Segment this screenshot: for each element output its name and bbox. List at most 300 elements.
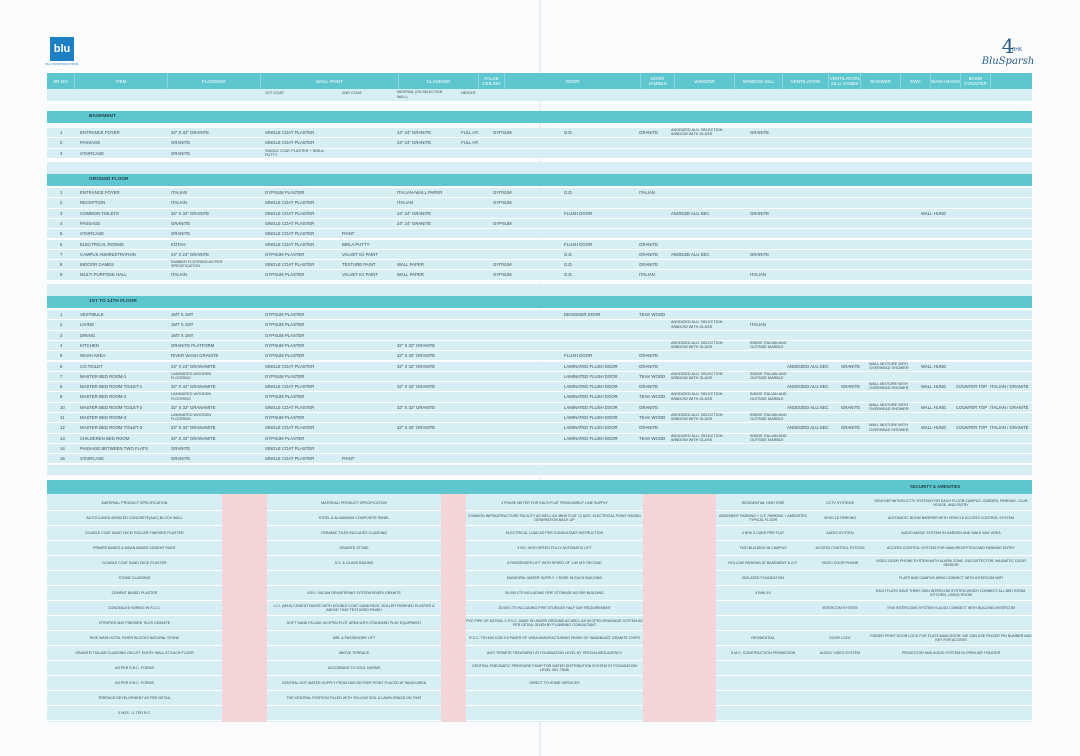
table-cell: LAMINATED FLUSH DOOR (564, 425, 618, 431)
table-cell: GRANITE (639, 353, 659, 359)
table-cell: DINING (80, 332, 96, 338)
table-cell: WALL MIXTURE WITH OVERHEAD SHOWER (869, 361, 909, 370)
table-cell: SINGLE COAT PLASTER (265, 456, 315, 462)
table-cell: ITALIAN (750, 322, 766, 328)
table-cell: 13 (60, 435, 65, 441)
header-cell: DOOR JAMBES (641, 73, 675, 89)
table-cell: GYPSUM PLASTER (265, 342, 305, 348)
table-cell: MASTER BED ROOM TOILET-2 (80, 404, 143, 410)
spec-cell (870, 616, 1032, 631)
table-cell: WASH AREA (80, 353, 106, 359)
table-cell: 32" X 32" GRANITE (397, 363, 436, 369)
table-cell: GRANITE (841, 363, 861, 369)
table-cell: 2 (60, 140, 63, 146)
spec-cell: MATERIAL/ PRODUCT SPECIFICATION (47, 496, 222, 511)
table-cell: 6 (60, 363, 63, 369)
table-cell: CO.TOILET (80, 363, 103, 369)
spec-cell: ABOVE TERRACE (267, 646, 441, 661)
table-cell: GYPSUM PLASTER (265, 415, 305, 420)
spec-cell: ACCORDING TO GSCL NORMS (267, 661, 441, 676)
spec-cell: INTERCOM SYSTEM (810, 601, 870, 616)
header-cell: FALSE CEILING (479, 73, 505, 89)
spec-cell: CONCEALED WIRING IN R.C.C. (47, 601, 222, 616)
table-cell: 32" X 32" GRANITE (397, 384, 436, 390)
spec-cell: VITRIFIED MAT FINISHED TILES GRANITE (47, 616, 222, 631)
table-cell: PAINT (342, 456, 355, 462)
table-cell: SINGLE COAT PLASTER (265, 241, 315, 247)
table-row (47, 454, 1032, 464)
table-cell: INSIDE ITALIAN AND OUTSIDE MARBLE (750, 371, 787, 380)
table-cell: G.D. (564, 262, 573, 268)
header-cell: WALL PAINT (261, 73, 399, 89)
table-cell: 3 (60, 210, 63, 216)
table-cell: TEAK WOOD (639, 373, 666, 379)
spec-cell: PVC PIPE OF ASTRAL C.P.V.C. MAKE IN UNDER GROUND AS WELL AS IN OPEN DRAINAGE SYSTEM AS PER DETAIL GIVEN BY PLUMBING CONSULTANT (466, 616, 643, 631)
table-row (47, 382, 1032, 392)
table-cell: ITALIAN / GRANITE (990, 425, 1029, 431)
table-cell: LAMINATED FLUSH DOOR (564, 415, 618, 420)
spec-cell: MATERIAL/ PRODUCT SPECIFICATION (267, 496, 441, 511)
table-cell: G.D. (564, 190, 573, 195)
table-cell: FLUSH DOOR (564, 353, 593, 359)
table-row (47, 444, 1032, 454)
spec-cell: 3 NOS. / 1 TER R.C. (47, 706, 222, 721)
table-cell: ANODIZED ALU.SEC (787, 384, 829, 390)
table-cell: GRANITE (171, 231, 191, 237)
spec-cell: FINGER PRINT DOOR LOCK FOR FLATS MAIN DOOR. WE CAN USE FINGER PIN NUMBER AND KEY FOR ACCESS (870, 631, 1032, 646)
spec-cell: AUDIO MUSIC SYSTEM IN GARDEN AND WALK WAY AREA (870, 526, 1032, 541)
table-cell: LAMINATED WOODEN FLOORING (171, 371, 212, 380)
spec-cell: MUNICIPAL WATER SUPPLY + BORE IN EACH BUILDING (466, 571, 643, 586)
table-cell: 5 (60, 231, 63, 237)
table-row (47, 362, 1032, 372)
table-cell: LAMINATED FLUSH DOOR (564, 363, 618, 369)
table-cell: G.D. (564, 272, 573, 278)
table-cell: ANODIZED ALU. SELECTION WINDOW WITH GLASS (671, 371, 723, 380)
subheader-height: HEIGHT (461, 90, 477, 95)
table-cell: 32" X 32" GRANAMITE (171, 404, 216, 410)
spec-cell: CEMENT BASED PLASTER (47, 586, 222, 601)
table-cell: GRANITE (171, 220, 191, 226)
section-band (47, 296, 1032, 308)
table-cell: PASSAGE (80, 140, 101, 146)
spec-cell: CENTRAL HOT WATER SUPPLY FROM GAS GEYSER POINT PLACED AT WASH AREA (267, 676, 441, 691)
table-cell: SINGLE COAT PLASTER (265, 200, 315, 206)
table-cell: GYPSUM PLASTER (265, 312, 305, 317)
table-cell: GYPSUM (493, 200, 512, 206)
table-cell: 32" X 32" GRANITE (397, 425, 436, 431)
table-cell: GRANITE (171, 140, 191, 146)
table-cell: WALL MIXTURE WITH OVERHEAD SHOWER (869, 423, 909, 432)
table-cell: ITALIAN (639, 190, 655, 195)
logo-subtitle: BLU CONSTRUCTIONS (45, 62, 79, 66)
spec-cell: EACH FLATS HAVE THEIR OWN INTERCOM SYSTEM WHICH CONNECT ALL BED ROOM, KITCHEN, LIVING ROOM (870, 586, 1032, 601)
table-cell: LAMINATED FLUSH DOOR (564, 404, 618, 410)
spec-cell: MRL & PASSENGER LIFT (267, 631, 441, 646)
spec-cell: ACCESS CONTROL SYSTEM (810, 541, 870, 556)
table-cell: 15 (60, 456, 65, 462)
table-cell: 32" X 32" GRANAMITE (171, 435, 216, 441)
spec-cell: ISOLATED FOUNDATION (716, 571, 810, 586)
table-cell: INDOOR GAMES (80, 262, 114, 268)
table-cell: LAMINATED FLUSH DOOR (564, 373, 618, 379)
table-cell: 24" 24" GRANITE (397, 140, 432, 146)
table-cell: 24" X 24" GRANITE (171, 251, 210, 257)
spec-cell: GRANITE STONE (267, 541, 441, 556)
table-cell: 9 (60, 394, 63, 400)
table-cell: FLUSH DOOR (564, 210, 593, 216)
section-title: 1ST TO 14TH FLOOR (89, 299, 137, 304)
header-cell: SR NO (47, 73, 75, 89)
table-cell: ITALIAN (639, 272, 655, 278)
table-cell: 3 (60, 332, 63, 338)
security-title: SECURITY & AMENITIES (910, 484, 961, 489)
spec-cell: HOLLOW PARKING AT BASEMENT & G.F. (716, 556, 810, 571)
table-cell: INSIDE ITALIAN AND OUTSIDE MARBLE (750, 340, 787, 350)
table-cell: GYPSUM (493, 272, 512, 278)
table-cell: PAINT (342, 231, 355, 237)
table-cell: MASTER BED ROOM-1 (80, 373, 127, 379)
spec-cell (870, 661, 1032, 676)
spec-cell: AUTOCLAVED AERATED CONCRETE(AAC) BLOCK WALL (47, 511, 222, 526)
table-cell: GYPSUM PLASTER (265, 332, 305, 338)
table-cell: GRANITE (171, 445, 191, 451)
header-cell: WASH BASIN (931, 73, 961, 89)
spec-cell: S.S. & GLASS RAILING (267, 556, 441, 571)
spec-cell: SOFT SAND FILLING IN OPEN PLOT AREA WITH STANDARD PLAY EQUIPMENT (267, 616, 441, 631)
logo-text: blu (53, 43, 71, 55)
header-cell: FLOORING (168, 73, 261, 89)
table-cell: 1MT X 1MT (171, 322, 194, 328)
spec-cell (716, 676, 810, 691)
table-cell: INSIDE ITALIAN AND OUTSIDE MARBLE (750, 413, 787, 422)
table-row (47, 198, 1032, 208)
table-cell: LAMINATED WOODEN FLOORING (171, 392, 212, 401)
table-cell: COUNTER TOP (956, 404, 988, 410)
spec-cell: THE CENTRAL PORTION FILLED WITH YELLOW SOIL & LAWN GRASS ON THAT (267, 691, 441, 706)
table-row (47, 310, 1032, 320)
table-cell: SINGLE COAT PLASTER (265, 262, 315, 268)
table-cell: G.D. (564, 130, 573, 135)
table-header (47, 73, 1032, 89)
table-cell: COUNTER TOP (956, 425, 988, 431)
section-title: BASEMENT (89, 114, 116, 119)
spec-cell (466, 691, 643, 706)
spec-cell (870, 691, 1032, 706)
spec-cell (716, 616, 810, 631)
table-cell: 14 (60, 445, 65, 451)
table-cell: TEXTURE PAINT (342, 262, 376, 268)
table-cell: MULTI PURPOSE HALL (80, 272, 127, 278)
spec-cell: R.C.C. TRI MIX DCB 5.5 PAVER OF VARA MANUFACTURING FINISH OF SANDBLAST GRANITE CHIPS (466, 631, 643, 646)
table-cell: ITALIAN / GRANITE (990, 404, 1029, 410)
table-cell: RIVER WASH GRANITE (171, 353, 219, 359)
table-cell: ANODIZED ALU.SEC (787, 404, 829, 410)
table-cell: PASSAGE BETWEEN TWO FLATS (80, 445, 149, 451)
table-row (47, 250, 1032, 260)
spec-column-bg (441, 494, 466, 722)
table-subheader (47, 89, 1032, 101)
table-cell: ANODIZED ALU. SELECTION WINDOW WITH GLASS (671, 128, 723, 137)
table-row (47, 320, 1032, 330)
table-cell: GRANITE (639, 425, 659, 431)
spec-cell: ELECTRICAL LOAD AS PER CONSULTANT INSTRUCTION (466, 526, 643, 541)
table-cell: DESIGNER DOOR (564, 312, 601, 317)
table-cell: GYPSUM (493, 220, 512, 226)
table-cell: 8 (60, 262, 63, 268)
table-cell: ITALIAN (171, 200, 187, 206)
table-cell: WALL HUNG (921, 404, 947, 410)
spec-cell: DOUBLE COAT SAND FACE/ ROLLER FINISHED PLASTER (47, 526, 222, 541)
table-cell: 6 (60, 241, 63, 247)
logo-bhk: BHK (1012, 47, 1023, 53)
table-cell: ANODIZE ALU.SEC (671, 251, 710, 257)
header-cell: DOOR (505, 73, 641, 89)
table-cell: 1 (60, 190, 63, 195)
table-cell: 7 (60, 251, 63, 257)
table-cell: MASTER BED ROOM-2 (80, 394, 127, 400)
header-cell: ITEM (75, 73, 168, 89)
table-cell: ELECTRICAL ROOMS (80, 241, 124, 247)
header-cell: BASIN COUNTER (961, 73, 991, 89)
table-cell: FULL HT. (461, 140, 479, 146)
table-cell: SINGLE COAT PLASTER (265, 130, 315, 135)
spec-cell: AUDIO/ VIDEO SYSTEM (810, 646, 870, 661)
spec-cell (466, 706, 643, 721)
table-cell: KITCHEN (80, 342, 99, 348)
spec-cell: GRANITE/ ITALIAN CLADDING ON LIFT ENTRY WALL AT EACH FLOOR (47, 646, 222, 661)
table-cell: GRANITE (639, 241, 659, 247)
table-cell: MASTER BED ROOM TOILET-3 (80, 425, 143, 431)
table-cell: GYPSUM (493, 190, 512, 195)
table-cell: GRANITE (639, 384, 659, 390)
table-row (47, 149, 1032, 159)
table-row (47, 403, 1032, 413)
spec-cell (810, 586, 870, 601)
spec-cell: ANTI TERMITE TREATMENT AT FOUNDATION LEVEL BY SPECIALISED AGENCY (466, 646, 643, 661)
section-gap (47, 284, 1032, 296)
logo-name: BluSparsh (981, 56, 1035, 67)
table-cell: 32" X 32" GRANITE (171, 210, 210, 216)
table-cell: 1 (60, 312, 63, 317)
table-cell: FULL HT. (461, 130, 479, 135)
table-row (47, 331, 1032, 341)
table-cell: STAIRCASE (80, 231, 105, 237)
logo-number: 4 (1001, 34, 1015, 58)
table-cell: GRANITE (639, 251, 659, 257)
table-cell: 32" X 32" GRANITE (397, 342, 436, 348)
table-row (47, 138, 1032, 148)
table-cell: GRANITE (750, 130, 770, 135)
spec-cell (810, 691, 870, 706)
table-cell: LIVING (80, 322, 95, 328)
table-cell: 32" X 32" GRANAMITE (171, 384, 216, 390)
spec-cell (810, 676, 870, 691)
table-cell: KOTAH (171, 241, 186, 247)
table-cell: SINGLE COAT PLASTER (265, 425, 315, 431)
spec-cell (810, 661, 870, 676)
table-cell: ITALIAN / GRANITE (990, 384, 1029, 390)
subheader-material: MATERIAL (ON SELECTION WALL) (397, 90, 443, 99)
table-cell: SINGLE COAT PLASTER (265, 384, 315, 390)
spec-cell: TERRACE DEVELOPMENT AS PER DETAIL (47, 691, 222, 706)
table-cell: VESTIBULE (80, 312, 104, 317)
spec-cell: AUTOMATIC BOOM BARRIER WITH VEHICLE ACCESS CONTROL SYSTEM (870, 511, 1032, 526)
table-cell: ITALIAN (750, 272, 766, 278)
table-cell: LAMINATED WOODEN FLOORING (171, 413, 212, 422)
table-cell: GYPSUM PLASTER (265, 435, 305, 441)
spec-cell: AS PER R.B.C. FORMS (47, 676, 222, 691)
table-cell: CHILDEREN BED ROOM (80, 435, 130, 441)
spec-cell (716, 706, 810, 721)
header-cell: WINDOW SILL (735, 73, 783, 89)
table-row (47, 188, 1032, 198)
spec-column-bg (643, 494, 716, 722)
table-row (47, 372, 1032, 382)
header-cell: CLADDING (399, 73, 479, 89)
table-cell: SINGLE COAT PLASTER (265, 404, 315, 410)
table-row (47, 423, 1032, 433)
table-cell: SINGLE COAT PLASTER + BIRLA PUTTY (265, 148, 324, 157)
table-cell: GYPSUM PLASTER (265, 272, 305, 278)
blusparsh-logo (978, 36, 1038, 72)
spec-cell: CENTRAL PNEUMATIC PRESSURE PUMP FOR WATER DISTRIBUTION SYSTEM ST FOUNDATION LEVEL ISH. TANK (466, 661, 643, 676)
table-cell: 5 (60, 353, 63, 359)
table-cell: 8 (60, 384, 63, 390)
table-cell: WALL HUNG (921, 363, 947, 369)
table-cell: GRANITE (639, 130, 659, 135)
table-cell: WALL MIXTURE WITH OVERHEAD SHOWER (869, 382, 909, 391)
spec-cell (810, 571, 870, 586)
spec-cell: AS PER R.B.C. FORMS (47, 661, 222, 676)
subheader-coat1: 1ST COAT (265, 90, 285, 95)
table-cell: MASTER BED ROOM TOILET-1 (80, 384, 143, 390)
table-cell: VALVET ICI PAINT (342, 251, 378, 257)
spec-cell: TWO BUILDING IN CAMPUS (716, 541, 810, 556)
blu-logo (50, 37, 74, 61)
spec-cell: STONE CLADDING (47, 571, 222, 586)
table-cell: PASSAGE (80, 220, 101, 226)
spec-cell: CERAMIC TILES INCLUDES CLADDING (267, 526, 441, 541)
table-cell: 4 (60, 220, 63, 226)
table-cell: ENTRANCE FOYER (80, 130, 120, 135)
header-cell: WINDOW (675, 73, 735, 89)
spec-cell: THIS INTERCOMS SYSTEM IS ALSO CONNECT WITH BUILDING INTERCOM (870, 601, 1032, 616)
table-cell: G.D. (564, 251, 573, 257)
table-cell: RECEPTION (80, 200, 106, 206)
table-cell: 1MT X 1MT (171, 332, 194, 338)
spec-cell (267, 706, 441, 721)
table-row (47, 413, 1032, 423)
spec-cell: VEHICLE PARKING (810, 511, 870, 526)
table-cell: GYPSUM PLASTER (265, 190, 305, 195)
table-cell: TEAK WOOD (639, 415, 666, 420)
table-row (47, 351, 1032, 361)
spec-cell: S.M.C. CONSTRUCTION PERMISSION (716, 646, 810, 661)
table-cell: COMMON TOILETS (80, 210, 119, 216)
table-cell: ANODIZED ALU.SEC (787, 425, 829, 431)
table-cell: WALL HUNG (921, 210, 947, 216)
table-row (47, 229, 1032, 239)
table-cell: GYPSUM PLASTER (265, 322, 305, 328)
table-cell: 24" 24" GRANITE (397, 220, 432, 226)
table-cell: WALL HUNG (921, 425, 947, 431)
table-cell: SINGLE COAT PLASTER (265, 140, 315, 146)
table-cell: WALL PAPER (397, 272, 424, 278)
spec-cell: VDS / VACUM DEWATERING SYSTEM RIVER/ GRANITE (267, 586, 441, 601)
table-cell: 2 (60, 200, 63, 206)
table-cell: LAMINATED FLUSH DOOR (564, 435, 618, 441)
spec-cell (810, 616, 870, 631)
table-cell: ANODIZED ALU. SELECTION WINDOW WITH GLASS (671, 413, 723, 422)
table-cell: RUBBER FLOORING AS PER SPECIFICATION (171, 260, 223, 269)
table-cell: 32" X 32" GRANITE (171, 130, 210, 135)
table-cell: GYPSUM PLASTER (265, 251, 305, 257)
spec-cell (267, 571, 441, 586)
table-cell: 9 (60, 272, 63, 278)
table-cell: COUNTER TOP (956, 384, 988, 390)
table-cell: TEAK WOOD (639, 394, 666, 400)
table-cell: 11 (60, 415, 65, 420)
spec-cell: PRIMER BASED & ASIAN BASED CEMENT PAINT (47, 541, 222, 556)
table-cell: SINGLE COAT PLASTER (265, 220, 315, 226)
spec-cell: COMMON INFRASTRUCTURE FACILITY AS WELL AS 4BHK FLAT 12 NOS. ELECTRICAL POINT HAVING GENERATION BACK UP (466, 511, 643, 526)
table-cell: GRANITE (639, 363, 659, 369)
spec-cell: 3 NO. HIGH SPEED FULLY AUTOMATIC LIFT (466, 541, 643, 556)
spec-cell: BASEMENT PARKING + G.F. PARKING + AMENITIES TYPICAL FLOOR (716, 511, 810, 526)
table-row (47, 128, 1032, 138)
table-cell: WALL PAPER (397, 262, 424, 268)
table-row (47, 209, 1032, 219)
table-cell: GRANITE (171, 150, 191, 156)
section-band (47, 111, 1032, 123)
table-cell: GRANITE (171, 456, 191, 462)
spec-cell: 3 PHASE METER FOR EACH FLAT FROM AMRUT LINE SUPPLY (466, 496, 643, 511)
spec-cell: RIVE WASH KOTA, RIVER BLOCKS NATURAL STONE (47, 631, 222, 646)
table-cell: GYPSUM PLASTER (265, 353, 305, 359)
spec-cell (870, 706, 1032, 721)
spec-column-bg (222, 494, 267, 722)
spec-cell: 8 PASSENGER LIFT WITH SPEED OF 1.50 MT/ SECOND (466, 556, 643, 571)
spec-cell: VIDEO DOOR PHONE SYSTEM WITH ALARM ZONE, GAS DETECTOR, MAGNETIC DOOR SENSOR (870, 556, 1032, 571)
spec-cell: 25,000 LTS INCLUDING FIRE STORAGE HALF DAY REQUIREMENT (466, 601, 643, 616)
subheader-coat2: 2ND COAT (342, 90, 362, 95)
spec-cell: CCTV SYSTEMS (810, 496, 870, 511)
spec-cell: DOOR LOCK (810, 631, 870, 646)
table-cell: ITALIAN (171, 190, 187, 195)
spec-cell: DOUBLE COAT SAND FACE PLASTER (47, 556, 222, 571)
table-cell: 24" 24" GRANITE (397, 210, 432, 216)
table-cell: ITALIAN (397, 200, 413, 206)
table-cell: LAMINATED FLUSH DOOR (564, 394, 618, 400)
spec-cell: FLATS AND CAMPUS AREA CONNECT WITH INTERCOM WIFI (870, 571, 1032, 586)
section-band (47, 174, 1032, 186)
table-cell: TEAK WOOD (639, 435, 666, 441)
spec-cell: AUDIO SYSTEM (810, 526, 870, 541)
table-cell: SINGLE COAT PLASTER (265, 363, 315, 369)
header-cell: SHOWER (861, 73, 901, 89)
table-cell: GYPSUM (493, 130, 512, 135)
table-cell: GRANITE (841, 404, 861, 410)
section-gap (47, 465, 1032, 475)
header-cell: VENTILATION SILL/ JAMBS (829, 73, 861, 89)
header-cell: VENTILATION (783, 73, 829, 89)
table-cell: 3 (60, 150, 63, 156)
spec-cell: RESIDENTIAL HIGH RISE (716, 496, 810, 511)
table-cell: GRANITE (750, 210, 770, 216)
table-cell: WALL MIXTURE WITH OVERHEAD SHOWER (869, 402, 909, 411)
table-row (47, 219, 1032, 229)
